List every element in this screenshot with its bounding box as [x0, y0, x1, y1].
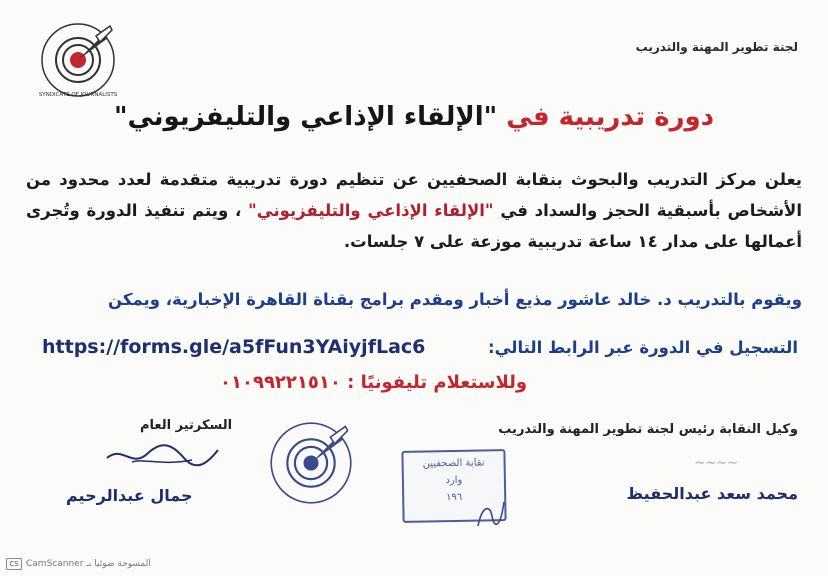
phone-inquiry [220, 372, 527, 393]
announcement-text-part2: ، ويتم تنفيذ الدورة وتُجرى أعمالها على مدار ١٤ ساعة تدريبية موزعة على ٧ جلسات. [26, 201, 802, 251]
stamp-label: وارد [445, 474, 463, 487]
phone-label: وللاستعلام تليفونيًا : [347, 372, 528, 393]
announcement-paragraph [26, 164, 802, 257]
announcement-course-name: "الإلقاء الإذاعي والتليفزيوني" [248, 201, 494, 220]
phone-number: ٠١٠٩٩٢٢١٥١٠ [220, 372, 341, 393]
title-prefix: دورة تدريبية في [506, 102, 715, 132]
trainer-paragraph: ويقوم بالتدريب د. خالد عاشور مذيع أخبار ومقدم برامج بقناة القاهرة الإخبارية، ويمكن [108, 290, 802, 309]
stamp-title: نقابة الصحفيين [422, 457, 485, 470]
scanner-footer-text: CamScanner المسوحة ضوئيا بـ [26, 559, 151, 569]
deputy-head-name: محمد سعد عبدالحفيظ [626, 484, 798, 503]
title-course-name: "الإلقاء الإذاعي والتليفزيوني" [113, 102, 498, 132]
general-secretary-name: جمال عبدالرحيم [66, 486, 193, 505]
page-title [40, 102, 788, 132]
announcement-text-part1: يعلن مركز التدريب والبحوث بنقابة الصحفيين عن تنظيم دورة تدريبية متقدمة لعدد محدود من الأشخاص بأسبقية الحجز والسداد في [26, 170, 802, 220]
syndicate-seal-icon [268, 420, 354, 506]
general-secretary-signature-icon [102, 440, 222, 470]
camscanner-icon: CS [6, 558, 22, 570]
stamp-number: ١٩٦ [446, 491, 463, 504]
scanner-footer [6, 558, 151, 570]
syndicate-logo-icon [38, 20, 118, 100]
general-secretary-title: السكرتير العام [140, 418, 233, 433]
stamp-signature-icon [470, 496, 510, 532]
registration-link[interactable]: https://forms.gle/a5fFun3YAiyjfLac6 [42, 336, 426, 358]
registration-label: التسجيل في الدورة عبر الرابط التالي: [487, 338, 798, 357]
logo-caption: SYNDICATE OF JOURNALISTS [38, 92, 118, 98]
deputy-head-title: وكيل النقابة رئيس لجنة تطوير المهنة والتدريب [498, 422, 798, 437]
deputy-head-faded-signature-icon: ~~~~ [694, 456, 738, 471]
committee-name: لجنة تطوير المهنة والتدريب [635, 40, 798, 54]
